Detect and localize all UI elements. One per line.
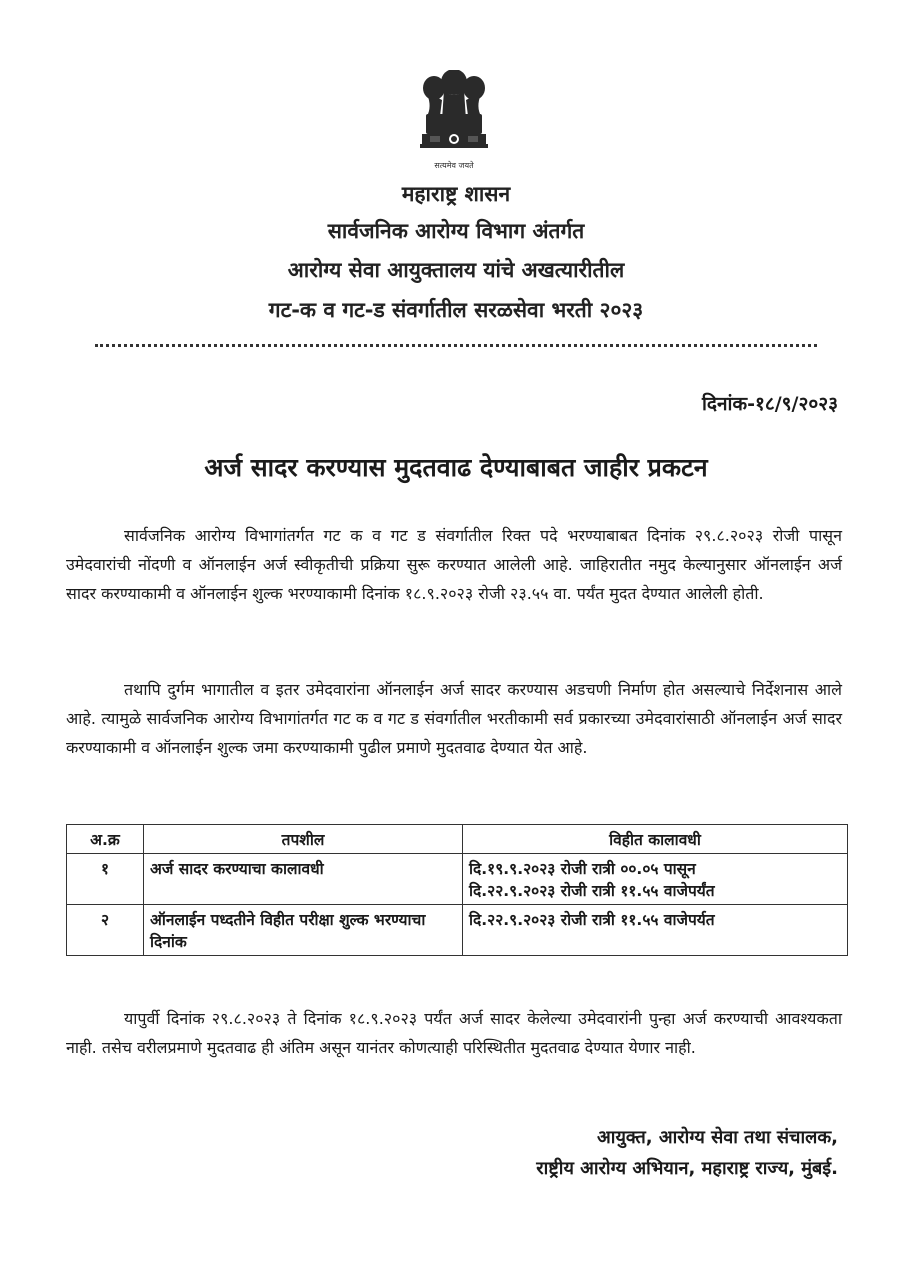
document-date: दिनांक-१८/९/२०२३	[702, 393, 838, 415]
table-row	[67, 905, 848, 956]
column-header-period: विहीत कालावधी	[463, 825, 848, 854]
header-line-1: महाराष्ट्र शासन	[401, 182, 511, 206]
ashoka-emblem-icon	[410, 70, 498, 178]
dotted-divider	[95, 344, 817, 347]
row-1-period	[463, 854, 848, 905]
row-1-period-start: दि.१९.९.२०२३ रोजी रात्री ००.०५ पासून	[469, 860, 696, 878]
column-header-detail: तपशील	[144, 825, 463, 854]
signature-line-1: आयुक्त, आरोग्य सेवा तथा संचालक,	[597, 1127, 838, 1148]
row-1-sr: १	[67, 854, 144, 905]
header-line-3: आरोग्य सेवा आयुक्तालय यांचे अखत्यारीतील	[287, 258, 625, 282]
paragraph-3	[66, 1004, 842, 1062]
column-header-sr: अ.क्र	[67, 825, 144, 854]
paragraph-1-text: सार्वजनिक आरोग्य विभागांतर्गत गट क व गट ड संवर्गातील रिक्त पदे भरण्याबाबत दिनांक २९.८.२०२३ रोजी पासून उमेदवारांची नोंदणी व ऑनलाईन अर्ज स्वीकृतीची प्रक्रिया सुरू करण्यात आलेली आहे. जाहिरातीत नमुद केल्यानुसार ऑनलाईन अर्ज सादर करण्याकामी व ऑनलाईन शुल्क भरण्याकामी दिनांक १८.९.२०२३ रोजी २३.५५ वा. पर्यंत मुदत देण्यात आलेली होती.	[66, 526, 842, 603]
signature-line-2: राष्ट्रीय आरोग्य अभियान, महाराष्ट्र राज्य, मुंबई.	[536, 1158, 838, 1179]
notice-title: अर्ज सादर करण्यास मुदतवाढ देण्याबाबत जाहीर प्रकटन	[204, 453, 708, 482]
row-1-period-end: दि.२२.९.२०२३ रोजी रात्री ११.५५ वाजेपर्यंत	[469, 882, 715, 900]
schedule-table	[66, 824, 848, 956]
row-2-sr: २	[67, 905, 144, 956]
paragraph-3-text: यापुर्वी दिनांक २९.८.२०२३ ते दिनांक १८.९.२०२३ पर्यंत अर्ज सादर केलेल्या उमेदवारांनी पुन्हा अर्ज करण्याची आवश्यकता नाही. तसेच वरीलप्रमाणे मुदतवाढ ही अंतिम असून यानंतर कोणत्याही परिस्थितीत मुदतवाढ देण्यात येणार नाही.	[66, 1009, 842, 1057]
emblem-motto: सत्यमेव जयते	[434, 161, 474, 170]
row-2-detail: ऑनलाईन पध्दतीने विहीत परीक्षा शुल्क भरण्याचा दिनांक	[144, 905, 463, 956]
signature-block	[536, 1122, 838, 1184]
table-header-row	[67, 825, 848, 854]
paragraph-2	[66, 675, 842, 762]
row-2-period	[463, 905, 848, 956]
table-row	[67, 854, 848, 905]
row-2-period-end: दि.२२.९.२०२३ रोजी रात्री ११.५५ वाजेपर्यत	[469, 911, 715, 929]
paragraph-2-text: तथापि दुर्गम भागातील व इतर उमेदवारांना ऑनलाईन अर्ज सादर करण्यास अडचणी निर्माण होत असल्याचे निर्देशनास आले आहे. त्यामुळे सार्वजनिक आरोग्य विभागांतर्गत गट क व गट ड संवर्गातील भरतीकामी सर्व प्रकारच्या उमेदवारांसाठी ऑनलाईन अर्ज सादर करण्याकामी व ऑनलाईन शुल्क जमा करण्याकामी पुढील प्रमाणे मुदतवाढ देण्यात येत आहे.	[66, 680, 842, 757]
header-line-4: गट-क व गट-ड संवर्गातील सरळसेवा भरती २०२३	[268, 298, 644, 322]
header-line-2: सार्वजनिक आरोग्य विभाग अंतर्गत	[327, 219, 585, 243]
row-1-detail: अर्ज सादर करण्याचा कालावधी	[144, 854, 463, 905]
paragraph-1	[66, 521, 842, 608]
